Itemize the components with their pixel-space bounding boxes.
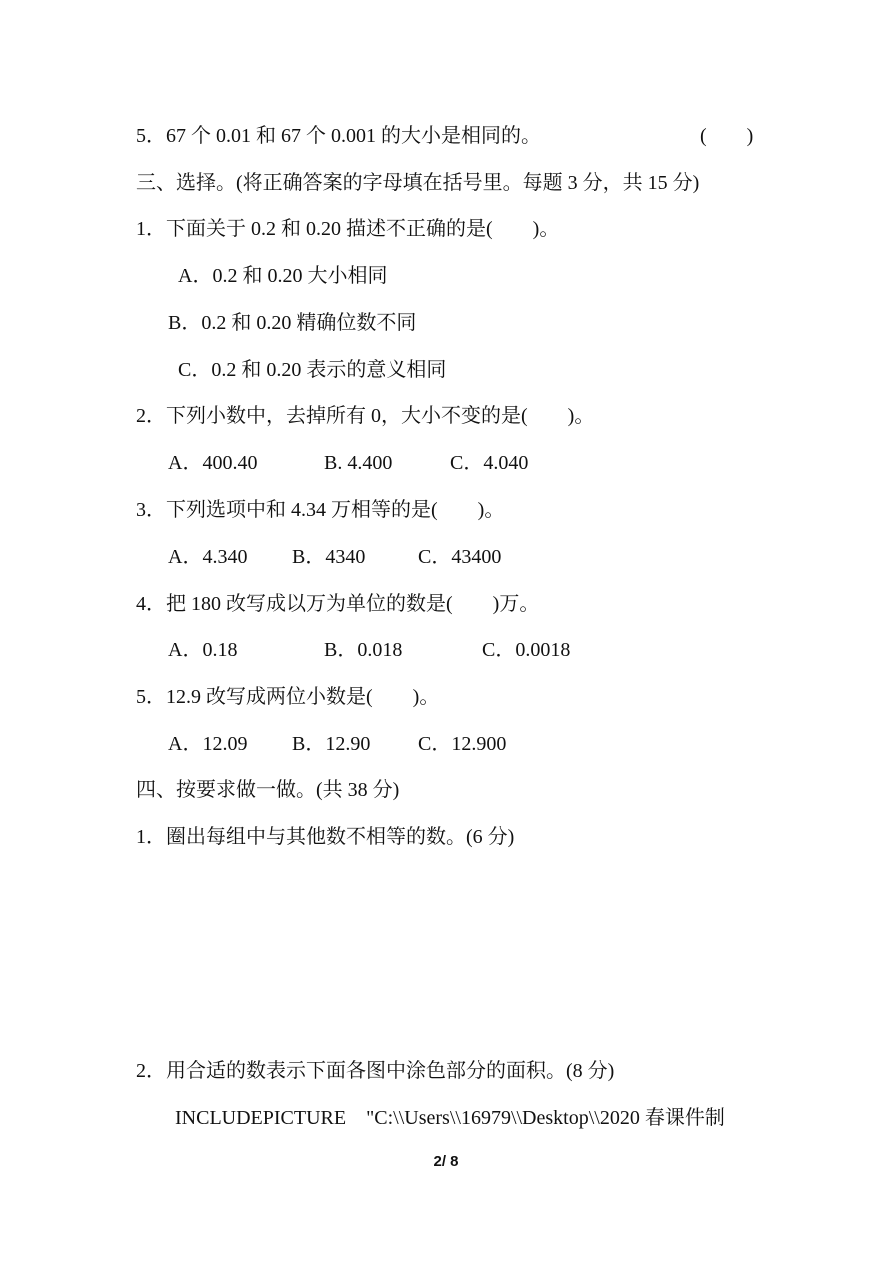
choice-question-2-option-b: B. 4.400: [324, 452, 393, 474]
choice-question-4: 4．把 180 改写成以万为单位的数是( )万。: [136, 593, 540, 615]
includepicture-field-code: INCLUDEPICTURE "C:\\Users\\16979\\Desktop\\2020 春课件制: [175, 1107, 725, 1129]
choice-question-4-option-a: A．0.18: [168, 639, 238, 661]
section-3-heading: 三、选择。(将正确答案的字母填在括号里。每题 3 分，共 15 分): [136, 172, 700, 194]
choice-question-3-option-b: B．4340: [292, 546, 366, 568]
choice-question-1-option-b: B．0.2 和 0.20 精确位数不同: [168, 312, 417, 334]
choice-question-4-option-c: C．0.0018: [482, 639, 571, 661]
choice-question-1-option-c: C．0.2 和 0.20 表示的意义相同: [178, 359, 447, 381]
choice-question-1: 1．下面关于 0.2 和 0.20 描述不正确的是( )。: [136, 218, 560, 240]
choice-question-2: 2．下列小数中，去掉所有 0，大小不变的是( )。: [136, 405, 595, 427]
choice-question-3: 3．下列选项中和 4.34 万相等的是( )。: [136, 499, 505, 521]
choice-question-5-option-b: B．12.90: [292, 733, 371, 755]
judge-question-5: 5．67 个 0.01 和 67 个 0.001 的大小是相同的。: [136, 125, 541, 147]
task-1: 1．圈出每组中与其他数不相等的数。(6 分): [136, 826, 515, 848]
choice-question-2-option-c: C．4.040: [450, 452, 529, 474]
section-4-heading: 四、按要求做一做。(共 38 分): [136, 779, 400, 801]
choice-question-5: 5．12.9 改写成两位小数是( )。: [136, 686, 440, 708]
choice-question-3-option-a: A．4.340: [168, 546, 248, 568]
choice-question-1-option-a: A．0.2 和 0.20 大小相同: [178, 265, 388, 287]
choice-question-2-option-a: A．400.40: [168, 452, 258, 474]
choice-question-3-option-c: C．43400: [418, 546, 502, 568]
choice-question-5-option-a: A．12.09: [168, 733, 248, 755]
answer-paren-judge-5: ( ): [700, 125, 754, 147]
choice-question-5-option-c: C．12.900: [418, 733, 507, 755]
page-number: 2/ 8: [433, 1153, 459, 1170]
task-2: 2．用合适的数表示下面各图中涂色部分的面积。(8 分): [136, 1060, 615, 1082]
choice-question-4-option-b: B．0.018: [324, 639, 403, 661]
